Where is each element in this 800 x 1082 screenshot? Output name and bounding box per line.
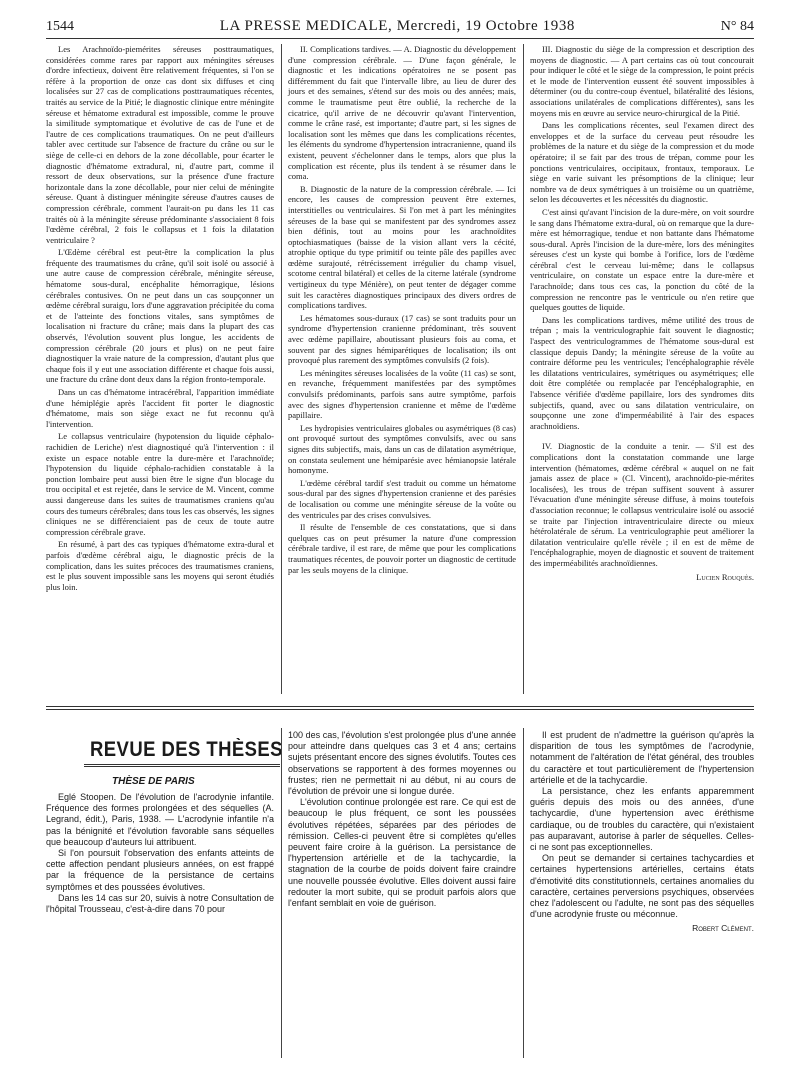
paragraph: Les méningites séreuses localisées de la voûte (11 cas) se sont, en revanche, fréquemment manifestées par des symptômes convulsifs prédominants, parfois sans autre symptôme, parfois avec des signes d'hypertension cranienne et même de l'œdème papillaire. — [288, 367, 516, 421]
section-rule — [46, 706, 754, 707]
paragraph: Dans les complications tardives, même utilité des trous de trépan ; mais la ventriculographie fait souvent le diagnostic; l'aspect des ventriculogrammes de l'hématome sous-dural est classique depuis Dandy; la méningite séreuse de la voûte au contraire déforme peu les ventricules; l'encéphalographie révèle les dilatations ventriculaires, symétriques ou asymétriques; elle doit être complétée ou remplacée par l'encéphalographie, en l'absence vérifiée d'œdème papillaire, lors des syndromes dits subjectifs, quand, avec ou sans dilatation ventriculaire, on soupçonne une zone d'imperméabilité à l'air des espaces arachnoïdiens. — [530, 314, 754, 431]
paragraph: II. Complications tardives. — A. Diagnostic du développement d'une compression cérébrale. — D'une façon générale, le diagnostic et les indications opératoires ne se posent pas différemment du fait que l'intervalle libre, au lieu de durer des jours et des semaines, s'étend sur des mois ou des années; mais, comme le traumatisme peut être oublié, la recherche de la cicatrice, qu'il arrive de ne découvrir qu'avant l'intervention, comme le crâne rasé, est importante; d'autre part, si les signes de localisation sont les mêmes que dans les complications récentes, les éléments du syndrome d'hypertension intracranienne, quand ils existent, peuvent s'échelonner dans le temps, alors que plus la complication est récente, plus ils tendent à se résumer dans le coma. — [288, 44, 516, 182]
review-column-1 — [46, 792, 274, 915]
paragraph: C'est ainsi qu'avant l'incision de la dure-mère, on voit sourdre le sang dans l'hématome extra-dural, où on remarque que la dure-mère est hémorragique, tendue et non battante dans l'hématome sous-dural. Après l'incision de la dure-mère, lors des méningites séreuses c'est un kyste qui bombe à l'orifice, lors de l'œdème cérébral c'est le cerveau lui-même; dans le collapsus ventriculaire, on constate un espace entre la dure-mère et l'arachnoïde; dans tous ces cas, la ponction du côté de la compression ne rencontre pas le ventricule ou n'en retire que quelques gouttes de liquide. — [530, 206, 754, 313]
header-rule — [46, 38, 754, 39]
paragraph: Dans un cas d'hématome intracérébral, l'apparition immédiate d'une hémiplégie après l'accident fit porter le diagnostic d'hématome, mais son siège exact ne fut reconnu qu'à l'intervention. — [46, 387, 274, 429]
paragraph: Il est prudent de n'admettre la guérison qu'après la disparition de tous les symptômes de l'acrodynie, notamment de l'altération de l'état général, des troubles du caractère et tout particulièrement de l'hypertension artérielle et de la tachycardie. — [530, 730, 754, 785]
paragraph: L'évolution continue prolongée est rare. Ce qui est de beaucoup le plus fréquent, ce sont les poussées évolutives répétées, séparées par des périodes de rémission. Celles-ci peuvent être si complètes qu'elles peuvent faire croire à la guérison. La persistance de l'hypertension artérielle et de la tachycardie, la stagnation de la courbe de poids doivent faire craindre une nouvelle poussée évolutive. Elles doivent aussi faire redouter la mort subite, qui se produit parfois alors que l'enfant semblait en voie de guérison. — [288, 797, 516, 909]
page-number: 1544 — [46, 19, 74, 34]
paragraph: Si l'on poursuit l'observation des enfants atteints de cette affection pendant plusieurs années, on est frappé par la fréquence de la persistance de certains symptômes et des poussées évolutives. — [46, 848, 274, 892]
paragraph: On peut se demander si certaines tachycardies et certaines hypertensions artérielles, certains états d'émotivité dits constitutionnels, certaines anomalies du caractère, certaines perversions psychiques, observées chez l'adolescent ou l'adulte, ne sont pas des séquelles d'une acrodynie fruste ou méconnue. — [530, 853, 754, 920]
heading-rule — [84, 764, 280, 765]
paragraph: La persistance, chez les enfants apparemment guéris depuis des mois ou des années, d'une tachycardie, d'une hypertension avec éréthisme cardiaque, ou de troubles du caractère, qui n'existaient pas auparavant, autorise à parler de séquelles. Celles-ci ne sont pas exceptionnelles. — [530, 786, 754, 853]
review-subheading: THÈSE DE PARIS — [112, 776, 195, 787]
column-divider — [523, 44, 524, 694]
paragraph: Les hydropisies ventriculaires globales ou asymétriques (8 cas) ont provoqué surtout des symptômes convulsifs, avec ou sans signes dits subjectifs, mais, dans un cas de dilatation asymétrique, on constata seulement une hémiparésie avec hémianopsie latérale homonyme. — [288, 422, 516, 476]
paragraph: L'œdème cérébral tardif s'est traduit ou comme un hématome sous-dural par des signes d'hypertension cranienne et des parésies de localisation ou comme une méningite séreuse de la voûte ou des ventricules par des crises convulsives. — [288, 477, 516, 520]
author-signature: Lucien Rouquès. — [696, 571, 754, 582]
column-2 — [288, 44, 516, 575]
journal-title: LA PRESSE MEDICALE, Mercredi, 19 Octobre 1938 — [219, 18, 576, 34]
page-header — [46, 18, 754, 36]
paragraph: Eglé Stoopen. De l'évolution de l'acrodynie infantile. Fréquence des formes prolongées et des séquelles (A. Legrand, édit.), Paris, 1938. — L'acrodynie infantile n'a pas la bénignité et l'évolution favorable sans séquelles que beaucoup d'auteurs lui attribuent. — [46, 792, 274, 847]
paragraph: Les Arachnoïdo-piemérites séreuses posttraumatiques, considérées comme rares par rapport aux méningites séreuses d'ordre infectieux, doivent être relativement fréquentes, si l'on se réfère à la proportion de onze cas dont six diffuses et cinq localisées sur 27 cas de complications posttraumatiques récentes, traités au service de la Pitié; le diagnostic clinique entre méningite séreuse et hématome extradural est impossible, comme le prouve la similitude symptomatique et évolutive de cas de l'une et de l'autre de ces complications traumatiques. On ne peut d'ailleurs tabler avec certitude sur l'absence de fracture du crâne ou sur le siège de celle-ci en dehors de la zone décollable, pour écarter le diagnostic d'hématome extradural, ni, d'autre part, comme il ressort de deux observations, sur la présence d'une fracture horizontale dans la zone décollable, pour nier celui de méningite séreuse. Quant à distinguer méningite séreuse d'autres causes de compression cérébrale, comment l'aurait-on pu dans les 11 cas traités où à la méningite séreuse prédominante s'associaient 8 fois l'œdème cérébral, 2 fois le collapsus et 1 fois la dilatation ventriculaire ? — [46, 44, 274, 245]
paragraph: Le collapsus ventriculaire (hypotension du liquide céphalo-rachidien de Leriche) n'est diagnostiqué qu'à l'intervention : il existe un espace notable entre la dure-mère et l'arachnoïde; l'hypotension du liquide céphalo-rachidien constatable à la ponction lombaire peut aussi bien être le signe d'un blocage du trou occipital et est rejetée, dans le service de M. Vincent, comme aussi dangereuse dans les suites de traumatismes craniens qu'au cours des tumeurs cérébrales; dans tous les cas observés, les signes cliniques ne se différenciaient pas de ceux de toute autre compression cérébrale grave. — [46, 431, 274, 537]
paragraph: 100 des cas, l'évolution s'est prolongée plus d'une année pour atteindre dans quelques cas 3 et 4 ans; certains sujets présentant encore des signes évolutifs. Toutes ces observations se rapportent à des formes moyennes ou frustes; rien ne permettait ni au début, ni au cours de l'évolution de prévoir une si longue durée. — [288, 730, 516, 797]
paragraph: Les hématomes sous-duraux (17 cas) se sont traduits pour un syndrome d'hypertension cranienne prédominant, très souvent avec œdème papillaire, aboutissant plusieurs fois au coma, et souvent par des signes hémiparétiques de localisation; ils ont provoqué plus rarement des symptômes convulsifs (2 fois). — [288, 312, 516, 366]
column-divider — [281, 728, 282, 1058]
review-column-3 — [530, 730, 754, 935]
column-3 — [530, 44, 754, 582]
issue-number: N° 84 — [720, 19, 754, 34]
column-1 — [46, 44, 274, 592]
column-divider — [281, 44, 282, 694]
paragraph: L'Œdème cérébral est peut-être la complication la plus fréquente des traumatismes du crâne, qu'il soit isolé ou associé à une autre cause de compression cérébrale, méningite séreuse, hématome sous-dural, encéphalite hémorragique, lésions cérébrales contusives. On ne peut dans un cas soupçonner un œdème cérébral suraigu, lors d'une aggravation précipitée du coma et de l'atteinte des fonctions vitales, sans symptômes de localisation ni fracture du crâne; mais dans la plupart des cas observés, l'évolution souvent plus longue, les accidents de compression cérébrale (20 jours et plus) on ne peut faire diagnostiquer la vraie nature de la compression, d'autant plus que chaque fois il y eut une association différente et chaque fois aussi, une fracture du crâne dont deux dans la région fronto-temporale. — [46, 247, 274, 385]
paragraph: Il résulte de l'ensemble de ces constatations, que si dans quelques cas on peut présumer la nature d'une compression cérébrale tardive, il est rare, de même que pour les complications traumatiques récentes, de pouvoir porter un diagnostic de certitude par les seuls moyens de la clinique. — [288, 522, 516, 575]
paragraph: B. Diagnostic de la nature de la compression cérébrale. — Ici encore, les causes de compression peuvent être externes, interstitielles ou ventriculaires. Si l'on met à part les méningites séreuses de la base qui se manifestent par des syndromes assez bien définis, tout au moins pour les arachnoïdites optochiasmatiques (baisse de la vision allant vers la cécité, atrophie optique du type primitif ou teinte pâle des papilles avec œdème surajouté, rétrécissement irrégulier du champ visuel, scotome central bilatéral) et celles de la citerne latérale (syndrome vertigineux du type Ménière), on peut tenter de dégager comme suit les caractères diagnostiques principaux des divers ordres de complications tardives. — [288, 183, 516, 311]
paragraph: Dans les complications récentes, seul l'examen direct des enveloppes et de la surface du cerveau peut résoudre les problèmes de la nature et du siège de la compression et du mode opératoire; il se fait par des trous de trépan, comme pour les ponctions ventriculaires, occipitaux, frontaux, temporaux. Le siège en varie suivant les présomptions de la clinique; leur nombre va de deux symétriques à un troisième ou un quatrième, selon les découvertes et les nécessités du diagnostic. — [530, 120, 754, 205]
paragraph: III. Diagnostic du siège de la compression et description des moyens de diagnostic. — A part certains cas où tout concourait pour indiquer le côté et le siège de la compression, le point précis et le mode de l'intervention eussent été souvent impossibles à déterminer (ou du contre-coup éventuel, bilatéralité des lésions, associations unilatérales de complications différentes), sans les moyens mis en œuvre au service neuro-chirurgical de la Pitié. — [530, 44, 754, 118]
paragraph: En résumé, à part des cas typiques d'hématome extra-dural et parfois d'œdème cérébral aigu, le diagnostic précis de la complication, dans les suites précoces des traumatismes craniens, est le plus souvent impossible sans les moyens qui seront étudiés plus loin. — [46, 539, 274, 592]
heading-rule — [84, 766, 280, 767]
review-column-2 — [288, 730, 516, 909]
section-rule — [46, 709, 754, 710]
paragraph: Dans les 14 cas sur 20, suivis à notre Consultation de l'hôpital Trousseau, c'est-à-dire dans 70 pour — [46, 892, 274, 915]
review-signature: Robert Clément. — [692, 923, 754, 934]
paragraph: IV. Diagnostic de la conduite a tenir. — S'il est des complications dont la constatation commande une large intervention (hématomes, œdème cérébral « auquel on ne fait jamais assez de place » (Cl. Vincent), arachnoïdo-pie-mérites localisées), les trous de trépan suffisent souvent à assurer l'évacuation d'une méningite séreuse diffuse, à moins toutefois d'association reconnue; le collapsus ventriculaire isolé ou associé se traite par l'injection intraventriculaire directe ou mieux hétérolatérale de sérum. La ventriculographie peut améliorer la dilatation ventriculaire qu'elle révèle ; il en est de même de l'encéphalographie, moyen de diagnostic et souvent de traitement des imperméabilités arachnoïdiennes. — [530, 441, 754, 568]
column-divider — [523, 728, 524, 1058]
review-heading: REVUE DES THÈSES — [90, 738, 283, 761]
